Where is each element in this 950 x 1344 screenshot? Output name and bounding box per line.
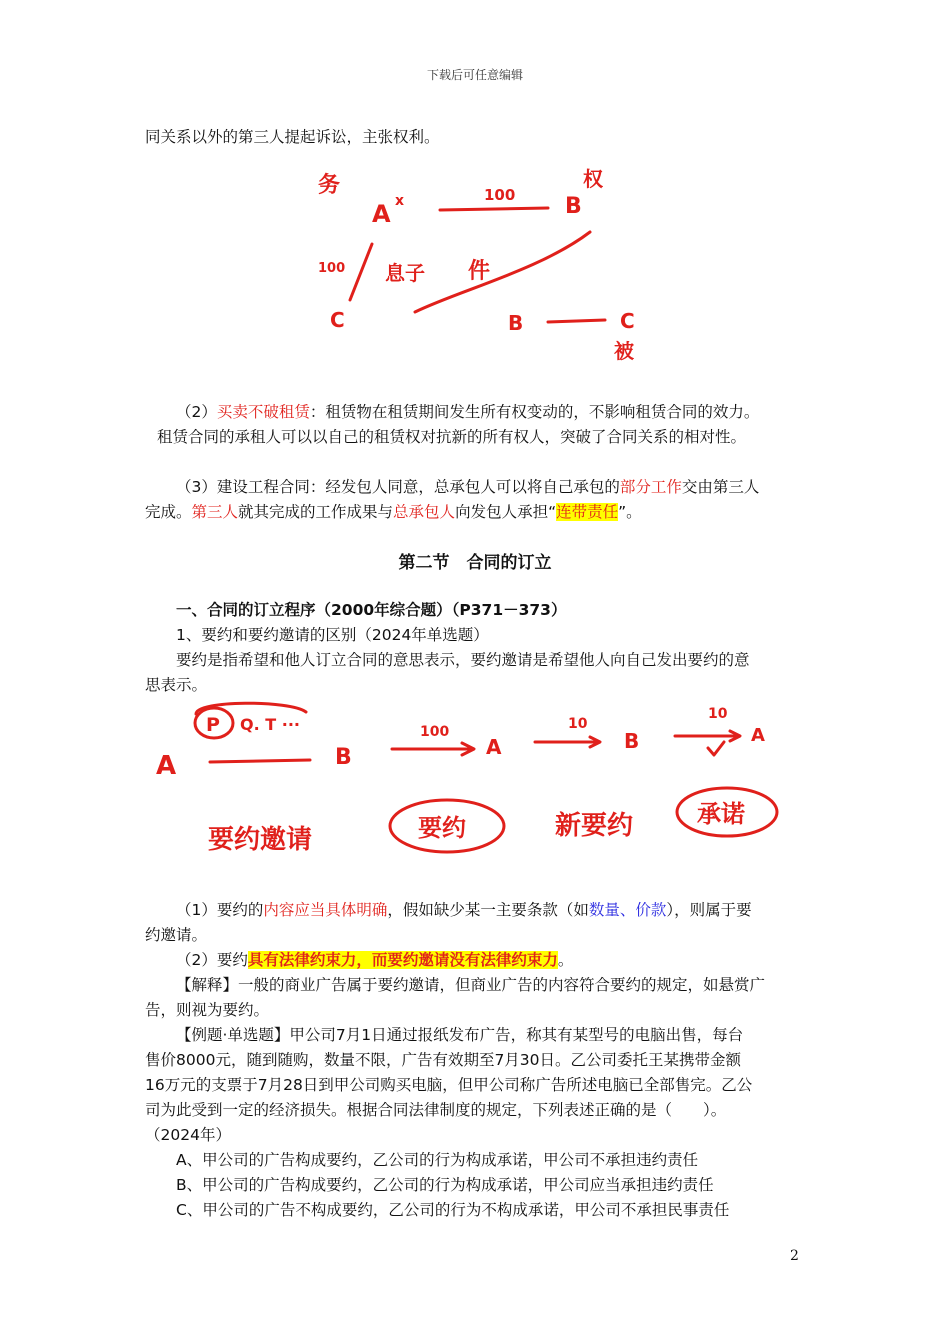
item-3-red-3: 总承包人 — [393, 503, 456, 521]
sketch1-100b: 100 — [318, 261, 346, 276]
explain-line-1: 【解释】一般的商业广告属于要约邀请，但商业广告的内容符合要约的规定，如悬赏广 — [176, 976, 766, 994]
sketch1-wu: 务 — [318, 173, 341, 198]
sketch2-100: 100 — [420, 724, 450, 740]
sketch2-circle-P — [195, 708, 233, 738]
item-3-red-2: 第三人 — [191, 503, 239, 521]
sketch1-C2: C — [620, 309, 635, 333]
item-3-line-2 — [145, 500, 815, 524]
sketch1-B2: B — [508, 311, 524, 335]
sketch1-line-BC — [548, 320, 605, 322]
item-2-prefix: （2） — [176, 403, 217, 421]
item-3-prefix: （3）建设工程合同：经发包人同意，总承包人可以将自己承包的 — [176, 478, 620, 496]
sketch1-100: 100 — [484, 186, 516, 204]
page-number: 2 — [790, 1248, 799, 1264]
page-header: 下载后可任意编辑 — [426, 68, 523, 82]
sketch2-10a: 10 — [568, 716, 588, 732]
sketch2-P: P — [206, 714, 220, 736]
option-c: C、甲公司的广告不构成要约，乙公司的行为不构成承诺，甲公司不承担民事责任 — [176, 1201, 730, 1219]
example-line-2: 售价8000元，随到随购，数量不限，广告有效期至7月30日。乙公司委托王某携带金额 — [145, 1051, 742, 1069]
sketch1-jian: 件 — [468, 259, 491, 284]
section-title: 第二节 合同的订立 — [398, 553, 552, 573]
example-line-4: 司为此受到一定的经济损失。根据合同法律制度的规定，下列表述正确的是（ ）。 — [145, 1101, 727, 1119]
sketch2-10b: 10 — [708, 706, 728, 722]
point-1-text-c: ），则属于要 — [666, 901, 752, 919]
sketch2-QT: Q. T ··· — [240, 715, 300, 734]
item-3-text-c: 向发包人承担“ — [455, 503, 557, 521]
sketch1-B1: B — [565, 194, 582, 219]
item-3-text-b: 就其完成的工作成果与 — [238, 503, 394, 521]
sketch2-arrow-3 — [675, 731, 740, 741]
definition-line-1: 要约是指希望和他人订立合同的意思表示，要约邀请是希望他人向自己发出要约的意 — [176, 651, 750, 669]
sketch1-xizi: 息子 — [385, 261, 425, 285]
example-line-1: 【例题·单选题】甲公司7月1日通过报纸发布广告，称其有某型号的电脑出售，每台 — [176, 1026, 744, 1044]
sketch2-A2: A — [486, 735, 502, 759]
sketch2-B1: B — [335, 745, 352, 770]
sketch2-line-1 — [210, 760, 310, 762]
option-b: B、甲公司的广告构成要约，乙公司的行为构成承诺，甲公司应当承担违约责任 — [176, 1176, 714, 1194]
point-2-text-b: 。 — [557, 951, 574, 969]
sketch1-line-AB — [440, 208, 548, 210]
sketch2-A1: A — [156, 751, 177, 781]
point-1-line-1 — [176, 898, 846, 922]
example-line-5: （2024年） — [145, 1126, 231, 1144]
sketch1-bei: 被 — [614, 339, 634, 363]
sketch1-line-AC — [350, 244, 372, 300]
item-2-term: 买卖不破租赁 — [216, 403, 310, 421]
sketch2-circle-4 — [677, 788, 777, 836]
point-2-text-a: （2）要约 — [176, 951, 248, 969]
sketch2-w2: 要约 — [418, 814, 466, 842]
sketch2-w1: 要约邀请 — [208, 825, 313, 855]
sketch2-circle-2 — [390, 800, 504, 852]
example-line-3: 16万元的支票于7月28日到甲公司购买电脑，但甲公司称广告所述电脑已全部售完。乙公 — [145, 1076, 753, 1094]
item-3-line-1 — [176, 475, 846, 499]
point-2 — [176, 948, 846, 972]
subheading-1: 1、要约和要约邀请的区别（2024年单选题） — [176, 626, 489, 644]
point-1-text-a: （1）要约的 — [176, 901, 264, 919]
point-2-highlight: 具有法律约束力，而要约邀请没有法律约束力 — [247, 951, 558, 969]
sketch2-check — [708, 742, 724, 755]
item-3-text-d: ”。 — [618, 503, 642, 521]
item-2-line-2: 租赁合同的承租人可以以自己的租赁权对抗新的所有权人，突破了合同关系的相对性。 — [157, 428, 747, 446]
sketch1-line-CB — [415, 232, 590, 312]
sketch1-A: A — [372, 200, 391, 228]
sketch2-arc — [196, 703, 306, 714]
point-1-line-2: 约邀请。 — [145, 926, 208, 944]
item-3-red-1: 部分工作 — [619, 478, 682, 496]
sketch2-w4: 承诺 — [697, 800, 745, 828]
item-2-rest: ：租赁物在租赁期间发生所有权变动的，不影响租赁合同的效力。 — [309, 403, 760, 421]
point-1-blue: 数量、价款 — [588, 901, 667, 919]
sketch1-C1: C — [330, 308, 345, 332]
item-3-text-a: 完成。 — [145, 503, 192, 521]
point-1-text-b: ，假如缺少某一主要条款（如 — [387, 901, 589, 919]
sketch1-quan: 权 — [583, 167, 603, 191]
definition-line-2: 思表示。 — [145, 676, 208, 694]
option-a: A、甲公司的广告构成要约，乙公司的行为构成承诺，甲公司不承担违约责任 — [176, 1151, 699, 1169]
sketch1-x: x — [395, 193, 405, 209]
explain-line-2: 告，则视为要约。 — [145, 1001, 270, 1019]
sketch2-B2: B — [624, 729, 640, 753]
paragraph-continuation: 同关系以外的第三人提起诉讼，主张权利。 — [145, 128, 440, 146]
item-3-highlight: 连带责任 — [556, 503, 619, 521]
point-1-red: 内容应当具体明确 — [263, 901, 388, 919]
heading-1: 一、合同的订立程序（2000年综合题）（P371－373） — [176, 601, 567, 619]
sketch2-A3: A — [751, 725, 765, 746]
item-2-line-1 — [176, 400, 846, 424]
sketch2-w3: 新要约 — [555, 811, 634, 841]
sketch2-arrow-1 — [392, 743, 474, 755]
item-3-mid: 交由第三人 — [681, 478, 760, 496]
sketch2-arrow-2 — [535, 737, 600, 747]
